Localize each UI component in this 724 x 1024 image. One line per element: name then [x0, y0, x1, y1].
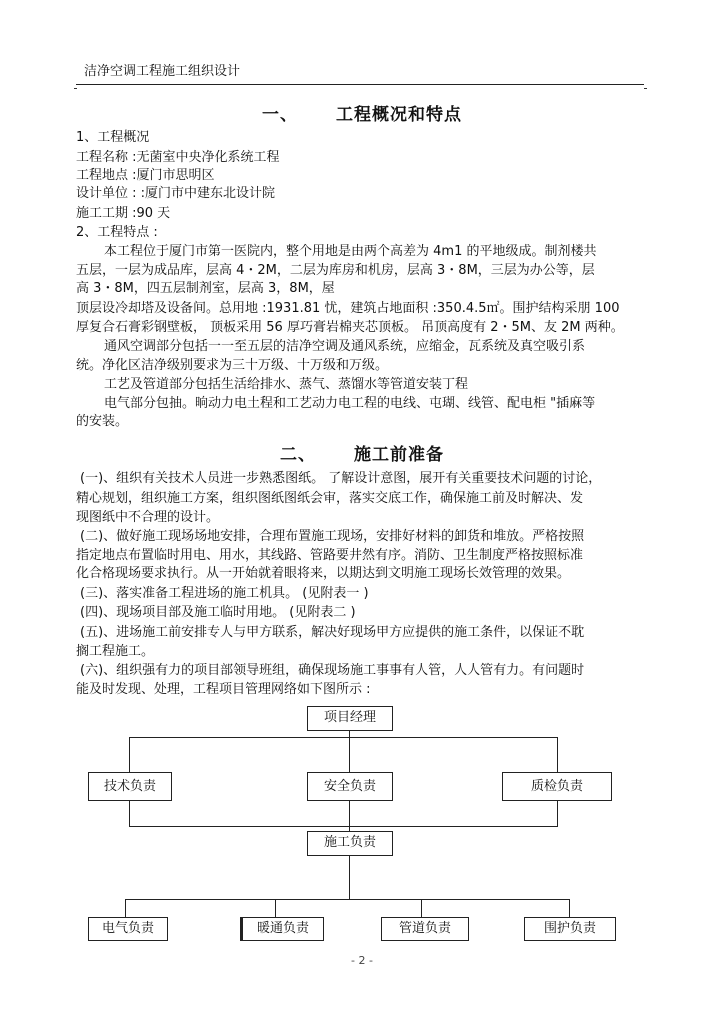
org-node-project-manager: 项目经理 [307, 706, 393, 731]
section1-number: 一、 [262, 105, 298, 125]
section1-line: 工程名称 :无菌室中央净化系统工程 [76, 150, 280, 165]
section2-title: 施工前准备 [354, 445, 444, 465]
org-connector [421, 899, 422, 917]
org-connector [125, 899, 570, 900]
org-connector [557, 737, 558, 772]
org-connector [557, 800, 558, 826]
org-node-piping: 管道负责 [381, 917, 469, 941]
section2-line: (三)、落实准备工程进场的施工机具。 (见附表一 ) [80, 586, 369, 601]
section1-line: 1、工程概况 [76, 130, 150, 145]
section1-title: 工程概况和特点 [336, 105, 462, 125]
org-node-hvac: 暖通负责 [240, 917, 324, 941]
section2-line: (一)、组织有关技术人员进一步熟悉图纸。 了解设计意图，展开有关重要技术问题的讨论， [80, 471, 602, 486]
section1-line: 顶层设冷却塔及设备间。总用地 :1931.81 忧，建筑占地面积 :350.4.5㎡。围护结构采朋 100 [76, 301, 620, 316]
section2-number: 二、 [280, 445, 316, 465]
header-rule-tick-right [644, 88, 647, 89]
org-node-construction: 施工负责 [307, 831, 393, 856]
page-number: - 2 - [351, 954, 373, 967]
org-connector [275, 899, 276, 917]
section1-line: 设计单位 : :厦门市中建东北设计院 [76, 186, 276, 201]
org-node-electrical: 电气负责 [88, 917, 168, 941]
section2-line: 指定地点布置临时用电、用水，其线路、管路要井然有序。消防、卫生制度严格按照标准 [76, 548, 584, 563]
section2-line: 精心规划，组织施工方案，组织图纸图纸会审，落实交底工作，确保施工前及时解决、发 [76, 491, 584, 506]
section1-heading [0, 100, 724, 125]
org-connector [129, 737, 130, 772]
section1-line: 高 3・8M，四五层制剂室，层高 3，8M，屋 [76, 281, 335, 296]
org-node-technical: 技术负责 [88, 772, 172, 801]
section1-line: 工程地点 :厦门市思明区 [76, 168, 215, 183]
header-rule-tick-left [74, 88, 77, 89]
section1-line: 本工程位于厦门市第一医院内，整个用地是由两个高差为 4m1 的平地级成。制剂楼共 [104, 244, 597, 259]
section2-heading [0, 440, 724, 465]
header-title: 洁净空调工程施工组织设计 [84, 64, 241, 79]
section1-line: 厚复合石膏彩钢壁板， 顶板采用 56 厚巧膏岩棉夹芯顶板。 吊顶高度有 2・5M、友 2M 两种。 [76, 320, 624, 335]
section2-line: 现图纸中不合理的设计。 [76, 510, 220, 525]
org-node-safety: 安全负责 [307, 772, 393, 801]
section2-line: (六)、组织强有力的项目部领导班组，确保现场施工事事有人管，人人管有力。有问题时 [80, 663, 585, 678]
section1-line: 电气部分包抽。晌动力电土程和工艺动力电工程的电线、屯瑚、线管、配电柜 "插麻等 [104, 396, 596, 411]
section2-line: (五)、进场施工前安排专人与甲方联系，解决好现场甲方应提供的施工条件，以保证不耽 [80, 625, 585, 640]
org-connector [349, 737, 350, 772]
document-header [76, 54, 644, 85]
section1-line: 2、工程特点 : [76, 225, 158, 240]
org-node-enclosure: 围护负责 [524, 917, 616, 941]
org-connector [569, 899, 570, 917]
org-connector [129, 800, 130, 826]
section1-line: 通风空调部分包括一一至五层的洁净空调及通风系统，应缩金，瓦系统及真空吸引系 [104, 339, 586, 354]
section2-line: (二)、做好施工现场场地安排，合理布置施工现场，安排好材料的卸货和堆放。严格按照 [80, 529, 585, 544]
section2-line: 搁工程施工。 [76, 644, 155, 659]
section2-line: 能及时发现、处理，工程项目管理网络如下图所示 : [76, 682, 371, 697]
section1-line: 施工工期 :90 天 [76, 206, 171, 221]
org-connector [129, 737, 558, 738]
org-connector [349, 854, 350, 899]
section1-line: 的安装。 [76, 414, 129, 429]
org-connector [125, 899, 126, 917]
section2-line: 化合格现场要求执行。从一开始就着眼将来，以期达到文明施工现场长效管理的效果。 [76, 566, 571, 581]
org-connector [129, 826, 558, 827]
section1-line: 五层，一层为成品库，层高 4・2M，二层为库房和机房，层高 3・8M，三层为办公等，层 [76, 263, 595, 278]
section1-line: 工艺及管道部分包括生活给排水、蒸气、蒸馏水等管道安装丁程 [104, 377, 469, 392]
section2-line: (四)、现场项目部及施工临时用地。 (见附表二 ) [80, 605, 356, 620]
section1-line: 统。净化区洁净级别要求为三十万级、十万级和万级。 [76, 358, 389, 373]
org-node-quality: 质检负责 [502, 772, 612, 801]
